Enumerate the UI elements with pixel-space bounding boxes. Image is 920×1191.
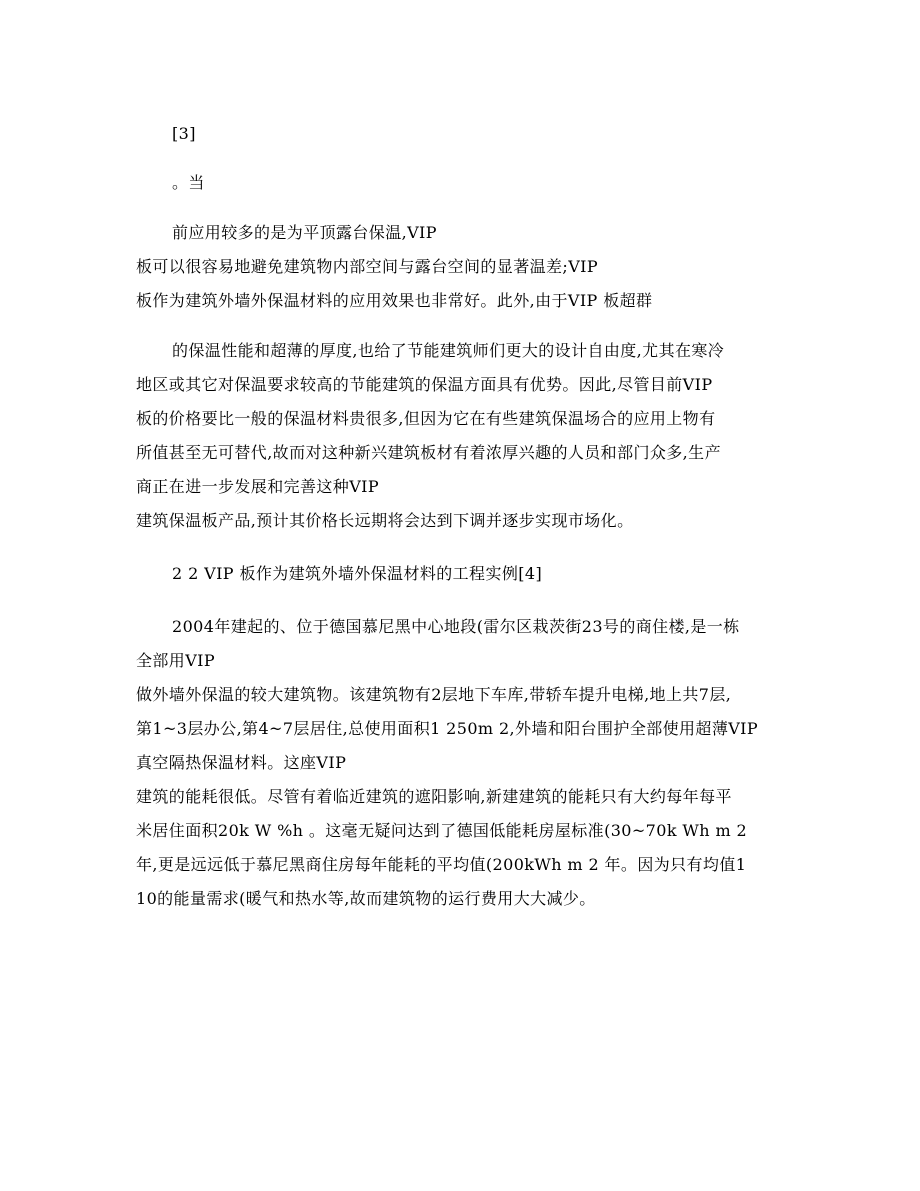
paragraph-line: 的保温性能和超薄的厚度,也给了节能建筑师们更大的设计自由度,尤其在寒冷 — [172, 341, 725, 360]
paragraph-line: 10的能量需求(暖气和热水等,故而建筑物的运行费用大大减少。 — [136, 889, 596, 908]
paragraph-line: 第1~3层办公,第4~7层居住,总使用面积1 250m 2,外墙和阳台围护全部使用超薄VIP — [136, 719, 759, 738]
paragraph-line: 前应用较多的是为平顶露台保温,VIP — [172, 223, 437, 242]
paragraph-line: 年,更是远远低于慕尼黑商住房每年能耗的平均值(200kWh m 2 年。因为只有均值1 — [136, 855, 747, 874]
text-fragment: 。当 — [172, 173, 205, 192]
paragraph-line: 米居住面积20k W %h 。这毫无疑问达到了德国低能耗房屋标准(30~70k Wh m 2 — [136, 821, 748, 840]
paragraph-line: 商正在进一步发展和完善这种VIP — [136, 477, 380, 496]
paragraph-line: 所值甚至无可替代,故而对这种新兴建筑板材有着浓厚兴趣的人员和部门众多,生产 — [136, 443, 721, 462]
paragraph-line: 做外墙外保温的较大建筑物。该建筑物有2层地下车库,带轿车提升电梯,地上共7层, — [136, 685, 732, 704]
paragraph-line: 2004年建起的、位于德国慕尼黑中心地段(雷尔区栽茨街23号的商住楼,是一栋 — [172, 617, 740, 636]
paragraph-line: 建筑的能耗很低。尽管有着临近建筑的遮阳影响,新建建筑的能耗只有大约每年每平 — [136, 787, 732, 806]
paragraph-line: 板作为建筑外墙外保温材料的应用效果也非常好。此外,由于VIP 板超群 — [136, 291, 653, 310]
section-heading: 2 2 VIP 板作为建筑外墙外保温材料的工程实例[4] — [172, 564, 543, 583]
paragraph-line: 板可以很容易地避免建筑物内部空间与露台空间的显著温差;VIP — [136, 257, 599, 276]
paragraph-line: 真空隔热保温材料。这座VIP — [136, 753, 347, 772]
paragraph-line: 板的价格要比一般的保温材料贵很多,但因为它在有些建筑保温场合的应用上物有 — [136, 409, 716, 428]
paragraph-line: 建筑保温板产品,预计其价格长远期将会达到下调并逐步实现市场化。 — [136, 511, 634, 530]
paragraph-line: 地区或其它对保温要求较高的节能建筑的保温方面具有优势。因此,尽管目前VIP — [136, 375, 713, 394]
paragraph-line: 全部用VIP — [136, 651, 216, 670]
citation-ref-3: [3] — [172, 124, 196, 143]
